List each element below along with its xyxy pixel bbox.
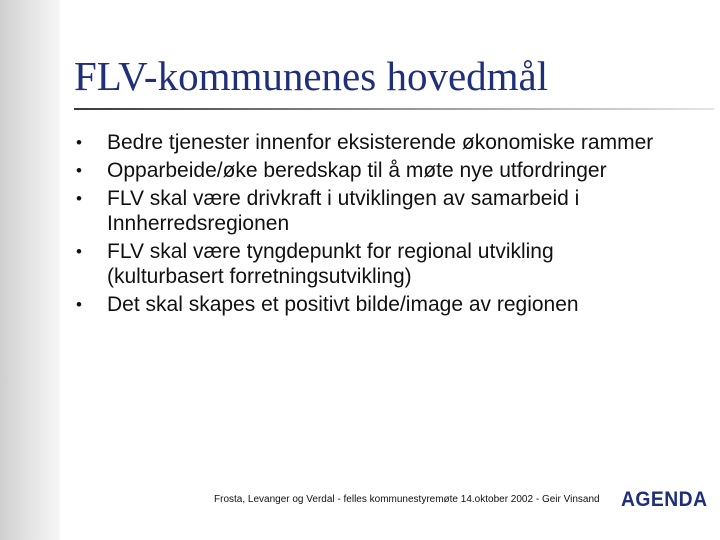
bullet-text: Bedre tjenester innenfor eksisterende økonomiske rammer	[107, 131, 654, 154]
bullet-text: Det skal skapes et positivt bilde/image av regionen	[107, 293, 579, 316]
title-divider	[74, 108, 714, 110]
bullet-item	[74, 292, 674, 317]
bullet-icon: •	[76, 161, 82, 180]
bullet-text: Opparbeide/øke beredskap til å møte nye utfordringer	[107, 159, 607, 182]
bullet-text: FLV skal være tyngdepunkt for regional utvikling (kulturbasert forretningsutvikling)	[107, 240, 554, 288]
bullet-icon: •	[76, 189, 82, 208]
bullet-item	[74, 239, 674, 289]
bullet-item	[74, 186, 674, 236]
bullet-item	[74, 158, 674, 183]
bullet-text: FLV skal være drivkraft i utviklingen av samarbeid i Innherredsregionen	[107, 187, 580, 235]
bullet-icon: •	[76, 242, 82, 261]
slide-title: FLV-kommunenes hovedmål	[74, 53, 549, 99]
bullet-item	[74, 130, 674, 155]
slide-footer: Frosta, Levanger og Verdal - felles kommunestyremøte 14.oktober 2002 - Geir Vinsand	[214, 494, 600, 505]
bullet-icon: •	[76, 133, 82, 152]
agenda-logo: AGENDA	[621, 488, 708, 511]
bullet-icon: •	[76, 295, 82, 314]
bullet-list	[74, 130, 674, 320]
left-gradient-bar	[0, 0, 60, 540]
